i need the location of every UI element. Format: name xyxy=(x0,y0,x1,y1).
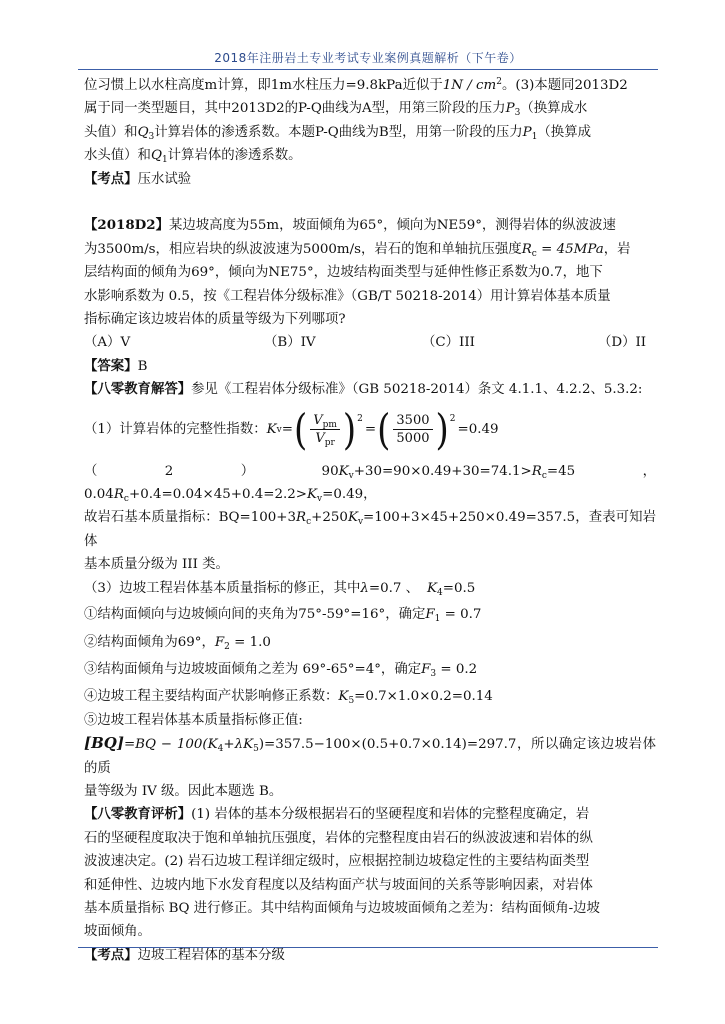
text: 某边坡高度为55m，坡面倾角为65°，倾向为NE59°，测得岩体的纵波波速 xyxy=(168,218,616,234)
text: =0.49， xyxy=(322,487,377,503)
math: K xyxy=(338,463,349,479)
solution-step-2b xyxy=(84,506,656,553)
text: =0.5 xyxy=(442,580,476,596)
correction-4 xyxy=(84,685,656,708)
text: ，岩 xyxy=(603,241,631,257)
text: （2）90 xyxy=(84,463,339,479)
math: K xyxy=(307,487,318,503)
text: = 1.0 xyxy=(229,634,271,650)
math: Q xyxy=(150,148,162,164)
final-formula xyxy=(84,732,656,780)
math: V xyxy=(315,431,325,447)
correction-3 xyxy=(84,658,656,681)
comment-line-3: 波波速决定。(2) 岩石边坡工程详细定级时，应根据控制边坡稳定性的主要结构面类型 xyxy=(84,854,590,870)
question-id: 【2018D2】 xyxy=(84,217,169,234)
text: 故岩石基本质量指标：BQ=100+3 xyxy=(84,510,297,526)
fraction-numerator xyxy=(310,412,340,430)
text: = 0.7 xyxy=(440,607,482,623)
math-sub: pr xyxy=(324,438,335,449)
spacer xyxy=(84,191,656,214)
math: P xyxy=(505,101,515,117)
paren-right: ) xyxy=(342,404,357,455)
intro-line-1 xyxy=(84,74,656,97)
math: [BQ] xyxy=(84,734,124,753)
text: 为3500m/s，相应岩块的纵波波速为5000m/s，岩石的饱和单轴抗压强度 xyxy=(84,241,522,257)
math-sub: c xyxy=(541,470,547,481)
key-point-text: 压水试验 xyxy=(137,171,192,187)
math: K xyxy=(347,510,358,526)
text: 位习惯上以水柱高度m计算，即1m水柱压力=9.8kPa近似于 xyxy=(84,78,443,93)
text: =45，0.04 xyxy=(84,463,656,503)
math-sup: 2 xyxy=(496,77,502,87)
solution-step-2 xyxy=(84,460,656,507)
correction-5: ⑤边坡工程岩体基本质量指标修正值: xyxy=(84,712,303,728)
text: 头值）和 xyxy=(84,124,138,140)
math: F xyxy=(214,634,225,650)
solution-label: 【八零教育解答】 xyxy=(84,381,192,398)
text: 。(3)本题同2013D2 xyxy=(501,78,628,93)
option-c: （C）III xyxy=(422,335,475,351)
fraction-denominator xyxy=(312,430,337,447)
text: =100+3×45+250×0.49=357.5，查表可知岩体 xyxy=(84,510,656,549)
comment-line-1 xyxy=(84,803,656,826)
math-sub: c xyxy=(123,494,129,505)
math-sub: 3 xyxy=(514,108,521,119)
page-header: 2018年注册岩土专业考试专业案例真题解析（下午卷） xyxy=(214,51,522,65)
text: （换算成 xyxy=(537,124,591,140)
math-sub: 3 xyxy=(430,668,437,679)
key-point-label: 【考点】 xyxy=(84,946,138,963)
integrity-formula: （1）计算岩体的完整性指数： K v = ( $\frac{V_{pm}}{V_{pr}}$ ) 2 = ( $\frac{3500}{5000}$ ) 2 =0.49 xyxy=(84,404,499,455)
correction-1 xyxy=(84,603,656,626)
intro-line-3 xyxy=(84,121,656,144)
exponent: 2 xyxy=(357,413,363,424)
text: （3）边坡工程岩体基本质量指标的修正，其中 xyxy=(84,580,361,596)
math: P xyxy=(522,124,532,140)
text: +0.4=0.04×45+0.4=2.2> xyxy=(128,487,308,503)
intro-key-point xyxy=(84,168,656,191)
math: R xyxy=(521,241,532,257)
text: =0.7×1.0×0.2=0.14 xyxy=(354,689,493,705)
math: =BQ − 100(K xyxy=(123,737,218,753)
key-point-text: 边坡工程岩体的基本分级 xyxy=(137,947,285,963)
comment-line-5: 基本质量指标 BQ 进行修正。其中结构面倾角与边坡坡面倾角之差为：结构面倾角-边坡 xyxy=(84,900,600,916)
paren-left: ( xyxy=(293,404,308,455)
page-content xyxy=(84,74,656,967)
header-rule xyxy=(78,69,658,70)
math-sub: v xyxy=(348,470,354,481)
text: （1）计算岩体的完整性指数： xyxy=(84,421,267,437)
key-point-label: 【考点】 xyxy=(84,170,138,187)
math: V xyxy=(313,413,323,429)
text: 水头值）和 xyxy=(84,148,151,164)
math: = xyxy=(364,421,377,437)
text: 计算岩体的渗透系数。 xyxy=(167,148,302,164)
math-sub: v xyxy=(317,494,323,505)
math: R xyxy=(296,510,307,526)
text: ①结构面倾向与边坡倾向间的夹角为75°-59°=16°，确定 xyxy=(84,607,426,623)
solution-step-2c: 基本质量分级为 III 类。 xyxy=(84,557,229,573)
text: 参见《工程岩体分级标准》（GB 50218-2014）条文 4.1.1、4.2.2、5.3.2: xyxy=(191,382,643,398)
fraction-numerator: 3500 xyxy=(393,412,432,430)
exponent: 2 xyxy=(449,413,456,424)
text: 属于同一类型题目，其中2013D2的P-Q曲线为A型，用第三阶段的压力 xyxy=(84,101,506,117)
text: (1) 岩体的基本分级根据岩石的坚硬程度和岩体的完整程度确定，岩 xyxy=(191,807,590,823)
answer-label: 【答案】 xyxy=(84,357,138,374)
math-sub: 3 xyxy=(148,131,155,142)
math: Q xyxy=(137,124,149,140)
comment-line-6: 坡面倾角。 xyxy=(84,924,151,940)
paren-left: ( xyxy=(377,404,391,455)
math: )=357.5−100×(0.5+0.7×0.14)=297.7 xyxy=(258,737,517,753)
text: = 0.2 xyxy=(436,661,478,677)
option-b: （B）IV xyxy=(264,335,316,351)
comment-line-4: 和延伸性、边坡内地下水发育程度以及结构面产状与坡面间的关系等影响因素，对岩体 xyxy=(84,877,593,893)
text: =0.7 、 xyxy=(368,580,420,596)
math: 1N / cm xyxy=(442,78,497,93)
question-line-2 xyxy=(84,238,656,261)
comment-label: 【八零教育评析】 xyxy=(84,806,192,823)
fraction-numeric xyxy=(393,412,432,447)
math: K xyxy=(427,580,438,596)
math: +λK xyxy=(223,737,254,753)
correction-2 xyxy=(84,631,656,654)
solution-step-3 xyxy=(84,577,656,600)
math: R xyxy=(113,487,124,503)
footer-rule xyxy=(78,947,658,948)
text: +30=90×0.49+30=74.1> xyxy=(353,463,532,479)
option-d: （D）II xyxy=(598,335,647,351)
math-sub: 4 xyxy=(437,587,443,598)
math-sub: c xyxy=(531,248,537,259)
text: +250 xyxy=(311,510,348,526)
math: R xyxy=(531,463,542,479)
math-sub: c xyxy=(306,517,312,528)
math-sub: 1 xyxy=(531,131,538,142)
math-sub: 1 xyxy=(434,614,441,625)
text: ②结构面倾角为69°， xyxy=(84,634,215,650)
text: ③结构面倾角与边坡坡面倾角之差为 69°-65°=4°，确定 xyxy=(84,661,422,677)
comment-line-2: 石的坚硬程度取决于饱和单轴抗压强度，岩体的完整程度由岩石的纵波波速和岩体的纵 xyxy=(84,830,593,846)
answer-options xyxy=(84,331,656,354)
math: F xyxy=(425,607,435,623)
fraction-velocity xyxy=(310,412,340,447)
math-sub: v xyxy=(357,517,364,528)
option-a: （A）V xyxy=(84,335,131,351)
math: K xyxy=(266,421,277,437)
answer xyxy=(84,355,656,378)
intro-line-4 xyxy=(84,144,656,167)
math: F xyxy=(421,661,431,677)
fraction-denominator: 5000 xyxy=(396,431,430,447)
math-sub: 1 xyxy=(161,155,168,166)
math-sub: pm xyxy=(322,420,337,431)
math: = 45MPa xyxy=(536,241,604,257)
question-line-4: 水影响系数为 0.5，按《工程岩体分级标准》（GB/T 50218-2014）用计算岩体基本质量 xyxy=(84,288,611,304)
question-line-5: 指标确定该边坡岩体的质量等级为下列哪项? xyxy=(84,312,346,328)
answer-value: B xyxy=(137,358,148,374)
intro-line-2 xyxy=(84,97,656,120)
text: 计算岩体的渗透系数。本题P-Q曲线为B型，用第一阶段的压力 xyxy=(154,124,523,140)
solution-ref xyxy=(84,378,656,401)
final-conclusion: 量等级为 IV 级。因此本题选 B。 xyxy=(84,783,283,799)
question-line-1 xyxy=(84,214,656,237)
question-line-3: 层结构面的倾角为69°，倾向为NE75°，边坡结构面类型与延伸性修正系数为0.7，地下 xyxy=(84,265,603,281)
math-sub: 2 xyxy=(224,641,230,652)
math-sub: 4 xyxy=(217,744,224,755)
math: = xyxy=(281,421,293,437)
paren-right: ) xyxy=(435,404,449,455)
text: ④边坡工程主要结构面产状影响修正系数： xyxy=(84,689,339,705)
text: ，所以确定该边坡岩体的质 xyxy=(84,737,656,776)
math-sub: 5 xyxy=(348,696,355,707)
math: K xyxy=(338,689,349,705)
math-sub: 5 xyxy=(253,744,259,755)
math: =0.49 xyxy=(457,421,499,437)
text: （换算成水 xyxy=(520,101,588,117)
math: λ xyxy=(360,580,369,596)
